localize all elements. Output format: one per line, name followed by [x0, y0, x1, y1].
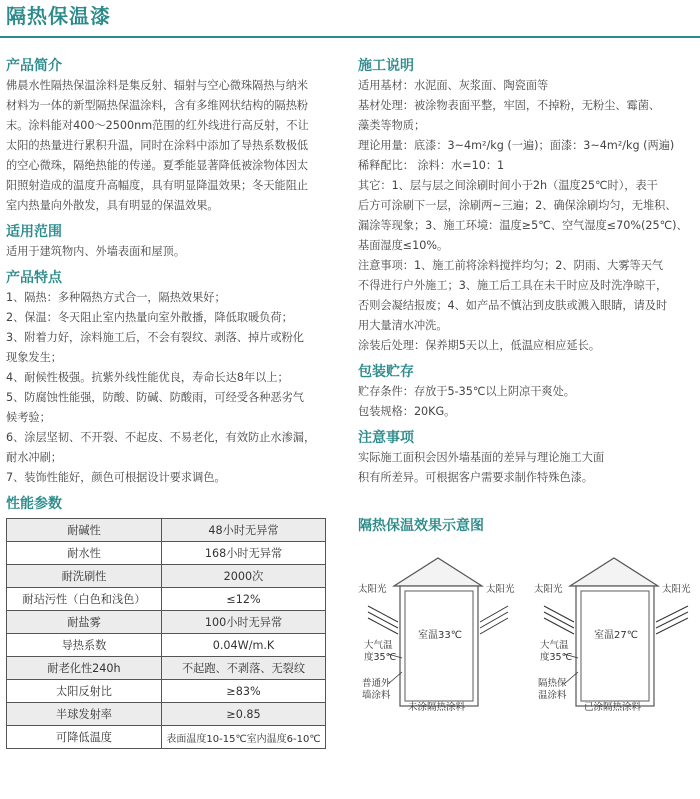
diagram-heading: 隔热保温效果示意图 [358, 518, 484, 534]
property-name: 耐老化性240h [7, 657, 162, 680]
coating-label-right [538, 678, 567, 702]
scope-heading: 适用范围 [6, 224, 62, 240]
property-value: 100小时无异常 [162, 611, 326, 634]
intro-line: 材料为一体的新型隔热保温涂料，含有多维网状结构的隔热粉 [6, 99, 309, 112]
construction-line: 理论用量：底漆：3~4m²/kg (一遍)；面漆：3~4m²/kg (两遍) [358, 139, 675, 152]
construction-line: 藻类等物质； [358, 119, 426, 132]
construction-line: 基材处理：被涂物表面平整，牢固，不掉粉，无粉尘、霉菌、 [358, 99, 661, 112]
property-name: 太阳反射比 [7, 680, 162, 703]
scope-text: 适用于建筑物内、外墙表面和屋顶。 [6, 245, 186, 258]
intro-line: 佛晨水性隔热保温涂料是集反射、辐射与空心微珠隔热与纳米 [6, 79, 309, 92]
construction-heading: 施工说明 [358, 58, 414, 74]
feature-line: 现象发生； [6, 351, 62, 364]
table-row [7, 634, 326, 657]
feature-line: 1、隔热：多种隔热方式合一，隔热效果好； [6, 291, 226, 304]
property-name: 耐洗刷性 [7, 565, 162, 588]
storage-line: 包装规格：20KG。 [358, 405, 456, 418]
construction-line: 涂装后处理：保养期5天以上，低温应相应延长。 [358, 339, 601, 352]
storage-heading: 包装贮存 [358, 364, 414, 380]
intro-line: 阳照射造成的温度升高幅度，具有明显降温效果；冬天能阻止 [6, 179, 309, 192]
construction-text [358, 76, 694, 356]
feature-line: 4、耐候性极强。抗紫外线性能优良，寿命长达8年以上； [6, 371, 289, 384]
table-row [7, 519, 326, 542]
property-value: 2000次 [162, 565, 326, 588]
table-row [7, 680, 326, 703]
coating-line: 隔热保 [538, 678, 567, 689]
insulation-diagram [358, 544, 698, 714]
notice-line: 积有所差异。可根据客户需要求制作特殊色漆。 [358, 471, 593, 484]
intro-line: 太阳的热量进行累积升温，同时在涂料中添加了导热系数极低 [6, 139, 309, 152]
construction-line: 适用基材：水泥面、灰浆面、陶瓷面等 [358, 79, 549, 92]
property-value: ≥0.85 [162, 703, 326, 726]
property-name: 半球发射率 [7, 703, 162, 726]
property-name: 耐盐雾 [7, 611, 162, 634]
intro-line: 的空心微珠，隔绝热能的传递。夏季能显著降低被涂物体因太 [6, 159, 309, 172]
property-name: 耐水性 [7, 542, 162, 565]
page-title: 隔热保温漆 [6, 4, 111, 28]
table-row [7, 565, 326, 588]
property-name: 耐玷污性（白色和浅色） [7, 588, 162, 611]
properties-heading: 性能参数 [6, 496, 62, 512]
title-divider [0, 36, 700, 38]
property-name: 耐碱性 [7, 519, 162, 542]
construction-line: 稀释配比： 涂料：水=10：1 [358, 159, 505, 172]
feature-line: 7、装饰性能好，颜色可根据设计要求调色。 [6, 471, 226, 484]
coating-label-left [362, 678, 391, 702]
intro-line: 室内热量向外散发，具有明显的保温效果。 [6, 199, 219, 212]
table-row [7, 542, 326, 565]
left-column [6, 56, 336, 749]
feature-line: 2、保温：冬天阻止室内热量向室外散播，降低取暖负荷； [6, 311, 293, 324]
property-name: 导热系数 [7, 634, 162, 657]
feature-line: 6、涂层坚韧、不开裂、不起皮、不易老化，有效防止水渗漏， [6, 431, 316, 444]
construction-line: 注意事项：1、施工前将涂料搅拌均匀；2、阴雨、大雾等天气 [358, 259, 664, 272]
feature-line: 耐水冲刷； [6, 451, 62, 464]
inside-temp-right: 室温27℃ [594, 630, 638, 641]
intro-text [6, 76, 336, 216]
property-value: 48小时无异常 [162, 519, 326, 542]
notice-line: 实际施工面积会因外墙基面的差异与理论施工大面 [358, 451, 605, 464]
construction-line: 其它：1、层与层之间涂刷时间小于2h（温度25℃时），表干 [358, 179, 658, 192]
outside-temp-left [364, 640, 396, 664]
outside-temp-line: 大气温 [540, 640, 569, 651]
outside-temp-line: 大气温 [364, 640, 393, 651]
property-name: 可降低温度 [7, 726, 162, 749]
construction-line: 用大量清水冲洗。 [358, 319, 448, 332]
outside-temp-right [540, 640, 572, 664]
storage-line: 贮存条件：存放于5-35℃以上阴凉干爽处。 [358, 385, 575, 398]
caption-right: 已涂隔热涂料 [584, 702, 642, 713]
sun-label-left: 太阳光 [358, 584, 387, 595]
features-heading: 产品特点 [6, 270, 62, 286]
construction-line: 漏涂等现象；3、施工环境：温度≥5℃、空气湿度≤70%(25℃)、 [358, 219, 688, 232]
diagram-drawing [358, 544, 698, 714]
sun-label-right-2: 太阳光 [662, 584, 691, 595]
coating-line: 温涂料 [538, 690, 567, 701]
construction-line: 基面湿度≤10%。 [358, 239, 449, 252]
feature-line: 3、附着力好，涂料施工后，不会有裂纹、剥落、掉片或粉化 [6, 331, 304, 344]
sun-label-right: 太阳光 [534, 584, 563, 595]
coating-line: 普通外 [362, 678, 391, 689]
property-value: 表面温度10-15℃室内温度6-10℃ [162, 726, 326, 749]
feature-line: 5、防腐蚀性能强，防酸、防碱、防酸雨，可经受各种恶劣气 [6, 391, 304, 404]
table-row [7, 588, 326, 611]
features-list [6, 288, 336, 488]
sun-label-left-2: 太阳光 [486, 584, 515, 595]
construction-line: 不得进行户外施工；3、施工后工具在未干时应及时洗净晾干， [358, 279, 668, 292]
right-column [358, 56, 694, 714]
property-value: 0.04W/m.K [162, 634, 326, 657]
table-row [7, 703, 326, 726]
property-value: ≥83% [162, 680, 326, 703]
property-value: 168小时无异常 [162, 542, 326, 565]
intro-heading: 产品简介 [6, 58, 62, 74]
inside-temp-left: 室温33℃ [418, 630, 462, 641]
notice-heading: 注意事项 [358, 430, 414, 446]
table-row [7, 657, 326, 680]
outside-temp-line: 度35℃ [364, 652, 397, 663]
construction-line: 后方可涂刷下一层，涂刷两~三遍；2、确保涂刷均匀，无堆积、 [358, 199, 677, 212]
outside-temp-line: 度35℃ [540, 652, 573, 663]
intro-line: 末。涂料能对400～2500nm范围的红外线进行高反射，不让 [6, 119, 309, 132]
property-value: ≤12% [162, 588, 326, 611]
coating-line: 墙涂料 [362, 690, 391, 701]
properties-table [6, 518, 326, 749]
table-row [7, 611, 326, 634]
table-row [7, 726, 326, 749]
feature-line: 候考验； [6, 411, 51, 424]
property-value: 不起跑、不剥落、无裂纹 [162, 657, 326, 680]
caption-left: 未涂隔热涂料 [408, 702, 466, 713]
construction-line: 否则会凝结报废；4、如产品不慎沾到皮肤或溅入眼睛，请及时 [358, 299, 668, 312]
